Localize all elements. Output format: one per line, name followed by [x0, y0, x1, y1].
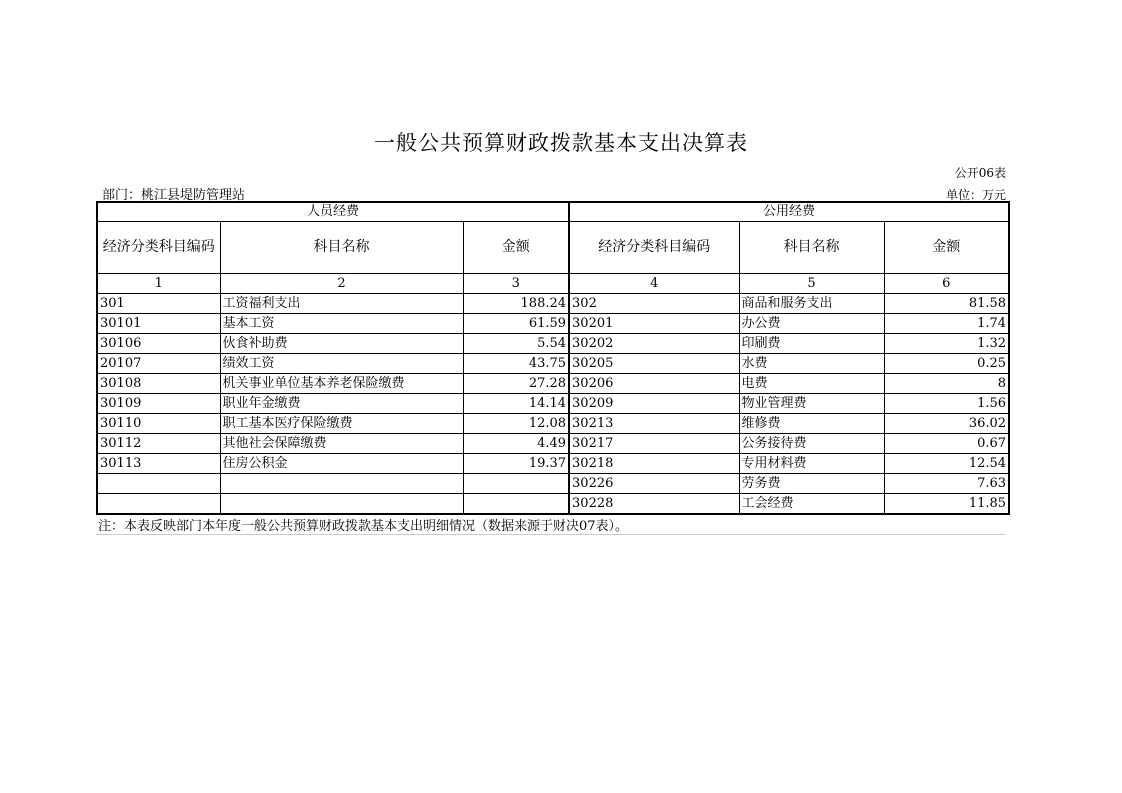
- name-right-cell: 电费: [739, 374, 884, 394]
- code-right-cell: 30201: [569, 314, 739, 334]
- name-left-cell: 机关事业单位基本养老保险缴费: [220, 374, 463, 394]
- name-right-cell: 物业管理费: [739, 394, 884, 414]
- code-right-cell: 30228: [569, 494, 739, 515]
- header-row-group: [97, 202, 1009, 222]
- name-right-cell: 劳务费: [739, 474, 884, 494]
- col-number: 6: [884, 274, 1009, 294]
- code-right-cell: 30206: [569, 374, 739, 394]
- table-row: [97, 294, 1009, 314]
- code-right-cell: 30213: [569, 414, 739, 434]
- code-left-cell: 30101: [97, 314, 220, 334]
- code-left-cell: 30112: [97, 434, 220, 454]
- col-header-amount-right: 金额: [884, 222, 1009, 274]
- col-header-code-left: 经济分类科目编码: [97, 222, 220, 274]
- code-right-cell: 30217: [569, 434, 739, 454]
- header-row-numbers: [97, 274, 1009, 294]
- code-left-cell: 30108: [97, 374, 220, 394]
- report-title: 一般公共预算财政拨款基本支出决算表: [374, 131, 748, 155]
- name-left-cell: 其他社会保障缴费: [220, 434, 463, 454]
- name-left-cell: 伙食补助费: [220, 334, 463, 354]
- public-header: 公用经费: [569, 202, 1009, 222]
- code-left-cell: [97, 494, 220, 515]
- name-left-cell: 绩效工资: [220, 354, 463, 374]
- amount-left-cell: [463, 494, 569, 515]
- amount-left-cell: 4.49: [463, 434, 569, 454]
- code-right-cell: 30218: [569, 454, 739, 474]
- name-left-cell: [220, 494, 463, 515]
- expenditure-table: [96, 201, 1010, 515]
- unit-label: 单位：万元: [945, 188, 1006, 202]
- name-left-cell: 职工基本医疗保险缴费: [220, 414, 463, 434]
- personnel-header: 人员经费: [97, 202, 569, 222]
- table-row: [97, 454, 1009, 474]
- code-left-cell: 20107: [97, 354, 220, 374]
- col-header-name-right: 科目名称: [739, 222, 884, 274]
- name-right-cell: 专用材料费: [739, 454, 884, 474]
- amount-right-cell: 0.25: [884, 354, 1009, 374]
- amount-left-cell: 27.28: [463, 374, 569, 394]
- name-left-cell: 住房公积金: [220, 454, 463, 474]
- amount-left-cell: 12.08: [463, 414, 569, 434]
- code-left-cell: 301: [97, 294, 220, 314]
- code-right-cell: 30226: [569, 474, 739, 494]
- name-right-cell: 公务接待费: [739, 434, 884, 454]
- amount-left-cell: 61.59: [463, 314, 569, 334]
- col-number: 1: [97, 274, 220, 294]
- name-right-cell: 水费: [739, 354, 884, 374]
- form-number: 公开06表: [954, 166, 1006, 180]
- code-right-cell: 302: [569, 294, 739, 314]
- table-row: [97, 334, 1009, 354]
- department-label: 部门：桃江县堤防管理站: [102, 188, 246, 203]
- table-row: [97, 414, 1009, 434]
- code-right-cell: 30209: [569, 394, 739, 414]
- col-header-code-right: 经济分类科目编码: [569, 222, 739, 274]
- col-number: 4: [569, 274, 739, 294]
- name-right-cell: 维修费: [739, 414, 884, 434]
- table-row: [97, 434, 1009, 454]
- col-header-amount-left: 金额: [463, 222, 569, 274]
- amount-right-cell: 81.58: [884, 294, 1009, 314]
- col-number: 5: [739, 274, 884, 294]
- amount-left-cell: 188.24: [463, 294, 569, 314]
- amount-right-cell: 1.74: [884, 314, 1009, 334]
- amount-right-cell: 11.85: [884, 494, 1009, 515]
- code-right-cell: 30205: [569, 354, 739, 374]
- amount-right-cell: 0.67: [884, 434, 1009, 454]
- code-left-cell: 30113: [97, 454, 220, 474]
- amount-left-cell: 43.75: [463, 354, 569, 374]
- code-left-cell: [97, 474, 220, 494]
- table-row: [97, 354, 1009, 374]
- header-row-columns: [97, 222, 1009, 274]
- table-row: [97, 314, 1009, 334]
- amount-left-cell: 5.54: [463, 334, 569, 354]
- col-number: 3: [463, 274, 569, 294]
- amount-right-cell: 8: [884, 374, 1009, 394]
- table-row: [97, 474, 1009, 494]
- table-row: [97, 394, 1009, 414]
- code-left-cell: 30106: [97, 334, 220, 354]
- amount-right-cell: 12.54: [884, 454, 1009, 474]
- name-right-cell: 商品和服务支出: [739, 294, 884, 314]
- name-left-cell: 基本工资: [220, 314, 463, 334]
- name-left-cell: [220, 474, 463, 494]
- amount-right-cell: 1.56: [884, 394, 1009, 414]
- name-left-cell: 职业年金缴费: [220, 394, 463, 414]
- amount-left-cell: [463, 474, 569, 494]
- code-left-cell: 30109: [97, 394, 220, 414]
- code-right-cell: 30202: [569, 334, 739, 354]
- amount-left-cell: 19.37: [463, 454, 569, 474]
- table-body: [97, 294, 1009, 515]
- name-right-cell: 工会经费: [739, 494, 884, 515]
- code-left-cell: 30110: [97, 414, 220, 434]
- table-row: [97, 374, 1009, 394]
- table-row: [97, 494, 1009, 515]
- footnote: 注：本表反映部门本年度一般公共预算财政拨款基本支出明细情况（数据来源于财决07表）。: [96, 514, 1006, 535]
- amount-right-cell: 7.63: [884, 474, 1009, 494]
- col-number: 2: [220, 274, 463, 294]
- amount-right-cell: 1.32: [884, 334, 1009, 354]
- amount-left-cell: 14.14: [463, 394, 569, 414]
- amount-right-cell: 36.02: [884, 414, 1009, 434]
- name-right-cell: 印刷费: [739, 334, 884, 354]
- name-left-cell: 工资福利支出: [220, 294, 463, 314]
- name-right-cell: 办公费: [739, 314, 884, 334]
- col-header-name-left: 科目名称: [220, 222, 463, 274]
